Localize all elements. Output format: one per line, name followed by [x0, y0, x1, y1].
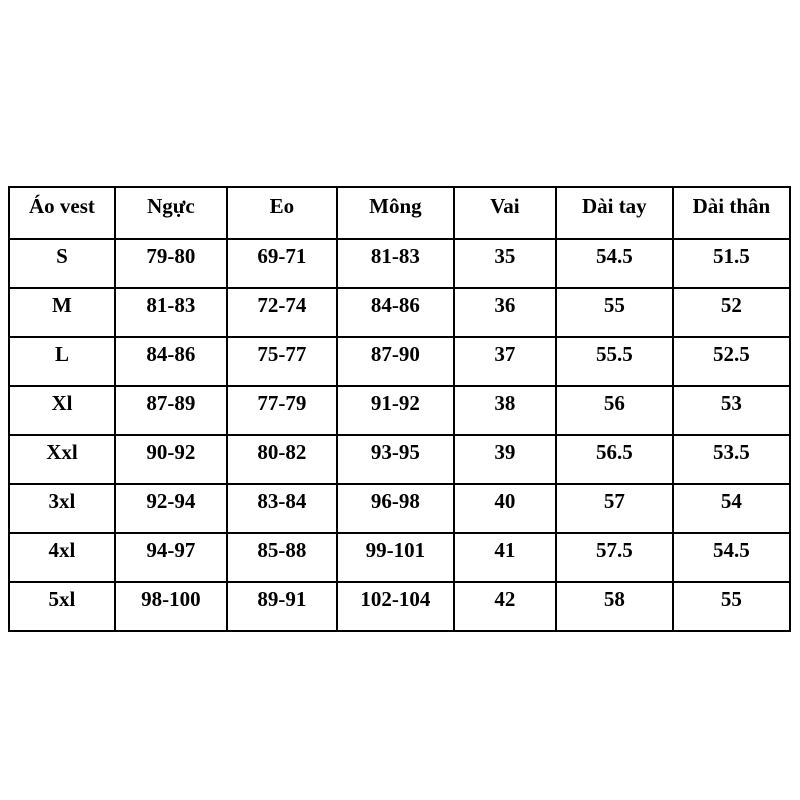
- header-cell-waist: Eo: [227, 187, 337, 239]
- cell-size: M: [9, 288, 115, 337]
- cell-hip: 91-92: [337, 386, 454, 435]
- cell-chest: 84-86: [115, 337, 227, 386]
- table-row: [9, 239, 790, 288]
- table-row: [9, 533, 790, 582]
- cell-sleeve-length: 56: [556, 386, 673, 435]
- cell-waist: 75-77: [227, 337, 337, 386]
- cell-sleeve-length: 58: [556, 582, 673, 631]
- cell-sleeve-length: 57.5: [556, 533, 673, 582]
- cell-sleeve-length: 55.5: [556, 337, 673, 386]
- cell-hip: 84-86: [337, 288, 454, 337]
- header-cell-garment: Áo vest: [9, 187, 115, 239]
- cell-size: L: [9, 337, 115, 386]
- table-body: [9, 239, 790, 631]
- header-cell-body-length: Dài thân: [673, 187, 790, 239]
- table-row: [9, 435, 790, 484]
- cell-body-length: 54: [673, 484, 790, 533]
- cell-size: Xxl: [9, 435, 115, 484]
- cell-chest: 90-92: [115, 435, 227, 484]
- cell-shoulder: 37: [454, 337, 556, 386]
- cell-shoulder: 41: [454, 533, 556, 582]
- cell-shoulder: 40: [454, 484, 556, 533]
- cell-shoulder: 42: [454, 582, 556, 631]
- table-row: [9, 484, 790, 533]
- header-row: [9, 187, 790, 239]
- cell-chest: 81-83: [115, 288, 227, 337]
- cell-body-length: 54.5: [673, 533, 790, 582]
- cell-chest: 87-89: [115, 386, 227, 435]
- cell-size: 3xl: [9, 484, 115, 533]
- cell-chest: 92-94: [115, 484, 227, 533]
- cell-chest: 94-97: [115, 533, 227, 582]
- cell-shoulder: 38: [454, 386, 556, 435]
- header-cell-sleeve-length: Dài tay: [556, 187, 673, 239]
- cell-sleeve-length: 57: [556, 484, 673, 533]
- cell-size: 5xl: [9, 582, 115, 631]
- cell-waist: 89-91: [227, 582, 337, 631]
- cell-waist: 85-88: [227, 533, 337, 582]
- cell-chest: 79-80: [115, 239, 227, 288]
- size-chart-table: [8, 186, 791, 632]
- cell-sleeve-length: 55: [556, 288, 673, 337]
- header-cell-shoulder: Vai: [454, 187, 556, 239]
- table-row: [9, 337, 790, 386]
- cell-sleeve-length: 54.5: [556, 239, 673, 288]
- cell-shoulder: 36: [454, 288, 556, 337]
- cell-waist: 80-82: [227, 435, 337, 484]
- cell-hip: 81-83: [337, 239, 454, 288]
- cell-size: Xl: [9, 386, 115, 435]
- cell-waist: 69-71: [227, 239, 337, 288]
- cell-hip: 96-98: [337, 484, 454, 533]
- table-header: [9, 187, 790, 239]
- table-row: [9, 582, 790, 631]
- cell-shoulder: 39: [454, 435, 556, 484]
- header-cell-hip: Mông: [337, 187, 454, 239]
- cell-size: S: [9, 239, 115, 288]
- cell-body-length: 53.5: [673, 435, 790, 484]
- cell-waist: 77-79: [227, 386, 337, 435]
- cell-body-length: 55: [673, 582, 790, 631]
- cell-body-length: 53: [673, 386, 790, 435]
- cell-body-length: 52.5: [673, 337, 790, 386]
- cell-chest: 98-100: [115, 582, 227, 631]
- table-row: [9, 386, 790, 435]
- cell-hip: 99-101: [337, 533, 454, 582]
- cell-body-length: 52: [673, 288, 790, 337]
- cell-hip: 102-104: [337, 582, 454, 631]
- cell-hip: 93-95: [337, 435, 454, 484]
- table-row: [9, 288, 790, 337]
- header-cell-chest: Ngực: [115, 187, 227, 239]
- cell-waist: 83-84: [227, 484, 337, 533]
- cell-waist: 72-74: [227, 288, 337, 337]
- cell-shoulder: 35: [454, 239, 556, 288]
- cell-sleeve-length: 56.5: [556, 435, 673, 484]
- cell-body-length: 51.5: [673, 239, 790, 288]
- cell-size: 4xl: [9, 533, 115, 582]
- cell-hip: 87-90: [337, 337, 454, 386]
